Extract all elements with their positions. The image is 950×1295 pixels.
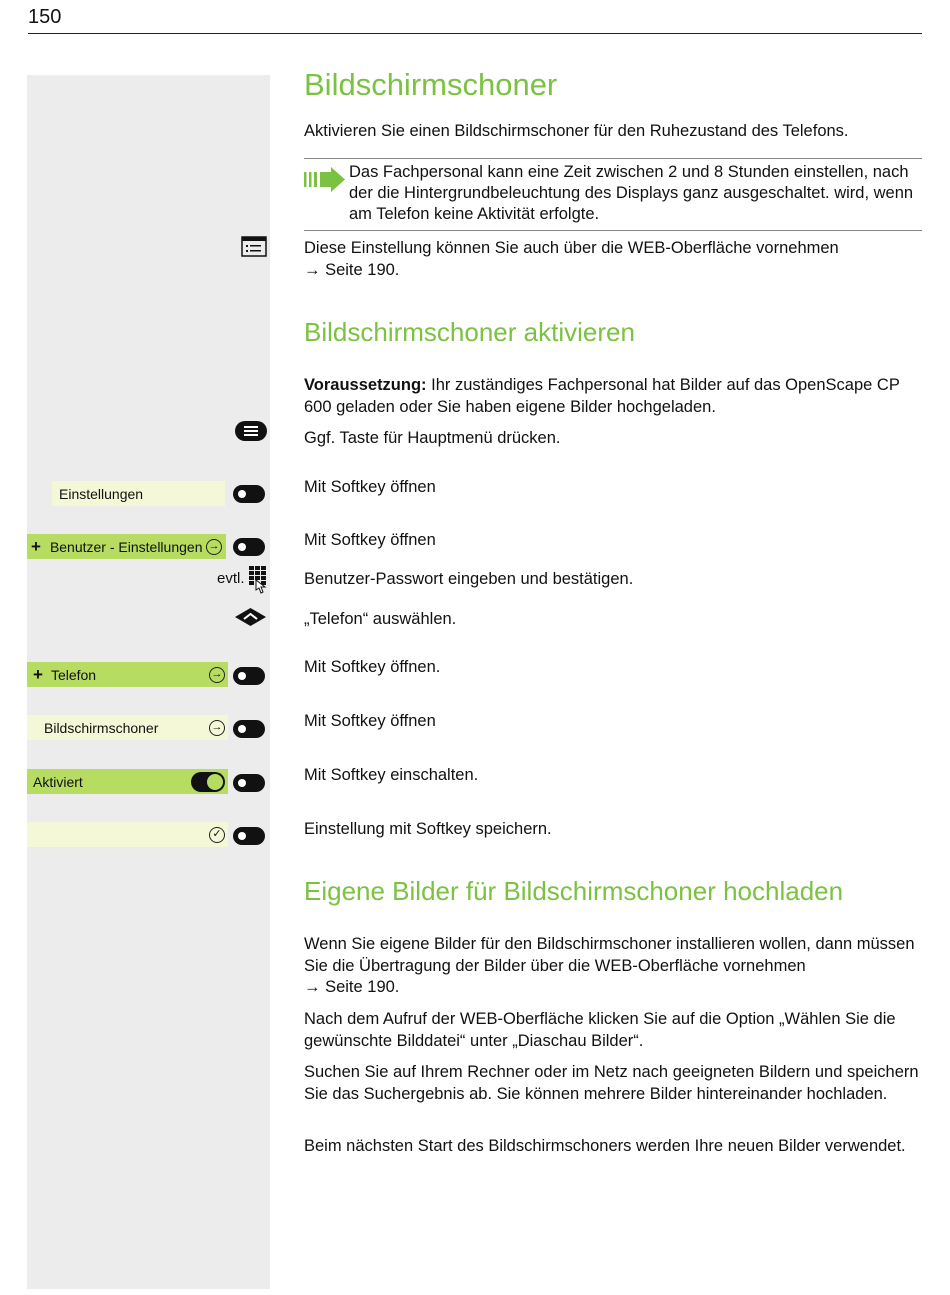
step-text: Mit Softkey einschalten. bbox=[304, 766, 479, 784]
navigator-key-icon bbox=[234, 607, 267, 627]
menu-item-save[interactable] bbox=[27, 822, 228, 847]
paragraph: Beim nächsten Start des Bildschirmschoners werden Ihre neuen Bilder verwendet. bbox=[304, 1137, 906, 1155]
step-text: Mit Softkey öffnen bbox=[304, 478, 436, 496]
softkey-button[interactable] bbox=[233, 720, 265, 738]
prerequisite-text: Voraussetzung: Ihr zuständiges Fachpersonal hat Bilder auf das OpenScape CP 600 geladen oder Sie haben eigene Bilder hochgeladen. bbox=[304, 376, 900, 416]
main-menu-key-icon bbox=[235, 421, 267, 441]
softkey-button[interactable] bbox=[233, 485, 265, 503]
step-text: „Telefon“ auswählen. bbox=[304, 610, 457, 628]
menu-item-label: Aktiviert bbox=[33, 773, 83, 790]
menu-item-benutzer-einstellungen[interactable] bbox=[27, 534, 226, 559]
web-interface-icon bbox=[241, 236, 267, 257]
arrow-right-circle-icon: → bbox=[209, 720, 225, 736]
menu-item-bildschirmschoner[interactable] bbox=[27, 715, 228, 740]
menu-item-label: Telefon bbox=[50, 666, 97, 683]
menu-item-einstellungen[interactable] bbox=[52, 481, 225, 506]
menu-item-aktiviert[interactable] bbox=[27, 769, 228, 794]
softkey-button[interactable] bbox=[233, 827, 265, 845]
header-rule bbox=[28, 33, 922, 34]
page-link[interactable]: → Seite 190. bbox=[304, 260, 400, 279]
web-hint-text: Diese Einstellung können Sie auch über die WEB-Oberfläche vornehmen → Seite 190. bbox=[304, 239, 839, 279]
evtl-label: evtl. bbox=[217, 570, 245, 587]
section-title-bildschirmschoner: Bildschirmschoner bbox=[304, 67, 558, 102]
paragraph: Nach dem Aufruf der WEB-Oberfläche klicken Sie auf die Option „Wählen Sie die gewünschte Bilddatei“ unter „Diaschau Bilder“. bbox=[304, 1010, 896, 1050]
note-text: Das Fachpersonal kann eine Zeit zwischen 2 und 8 Stunden einstellen, nach der die Hintergrundbeleuchtung des Displays ganz ausgeschaltet. wird, wenn am Telefon keine Aktivität erfolgte. bbox=[349, 163, 914, 223]
step-text: Mit Softkey öffnen. bbox=[304, 658, 441, 676]
menu-item-telefon[interactable] bbox=[27, 662, 228, 687]
paragraph: Suchen Sie auf Ihrem Rechner oder im Netz nach geeigneten Bildern und speichern Sie das Suchergebnis ab. Sie können mehrere Bilder hintereinander hochladen. bbox=[304, 1063, 919, 1103]
arrow-right-circle-icon: → bbox=[209, 667, 225, 683]
softkey-button[interactable] bbox=[233, 667, 265, 685]
step-text: Ggf. Taste für Hauptmenü drücken. bbox=[304, 429, 561, 447]
note-rule-top bbox=[304, 158, 922, 159]
plus-icon: + bbox=[33, 664, 43, 684]
intro-text: Aktivieren Sie einen Bildschirmschoner für den Ruhezustand des Telefons. bbox=[304, 122, 849, 140]
menu-item-label: Einstellungen bbox=[59, 485, 144, 502]
toggle-switch[interactable] bbox=[191, 772, 225, 792]
note-rule-bottom bbox=[304, 230, 922, 231]
arrow-right-circle-icon: → bbox=[206, 539, 222, 555]
checkmark-circle-icon: ✓ bbox=[209, 827, 225, 843]
step-text: Mit Softkey öffnen bbox=[304, 712, 436, 730]
page-number: 150 bbox=[28, 6, 62, 28]
note-arrow-icon bbox=[304, 167, 346, 193]
softkey-button[interactable] bbox=[233, 538, 265, 556]
keypad-icon bbox=[247, 566, 269, 594]
softkey-button[interactable] bbox=[233, 774, 265, 792]
step-text: Einstellung mit Softkey speichern. bbox=[304, 820, 552, 838]
toggle-knob bbox=[207, 774, 223, 790]
menu-item-label: Bildschirmschoner bbox=[44, 719, 159, 736]
paragraph: Wenn Sie eigene Bilder für den Bildschirmschoner installieren wollen, dann müssen Sie die Übertragung der Bilder über die WEB-Oberfläche vornehmen → Seite 190. bbox=[304, 935, 915, 996]
plus-icon: + bbox=[31, 536, 41, 556]
step-text: Mit Softkey öffnen bbox=[304, 531, 436, 549]
page-link[interactable]: → Seite 190. bbox=[304, 978, 400, 996]
menu-item-label: Benutzer - Einstellungen bbox=[49, 538, 203, 555]
section-title-hochladen: Eigene Bilder für Bildschirmschoner hochladen bbox=[304, 876, 844, 906]
section-title-aktivieren: Bildschirmschoner aktivieren bbox=[304, 317, 635, 347]
step-text: Benutzer-Passwort eingeben und bestätigen. bbox=[304, 570, 634, 588]
